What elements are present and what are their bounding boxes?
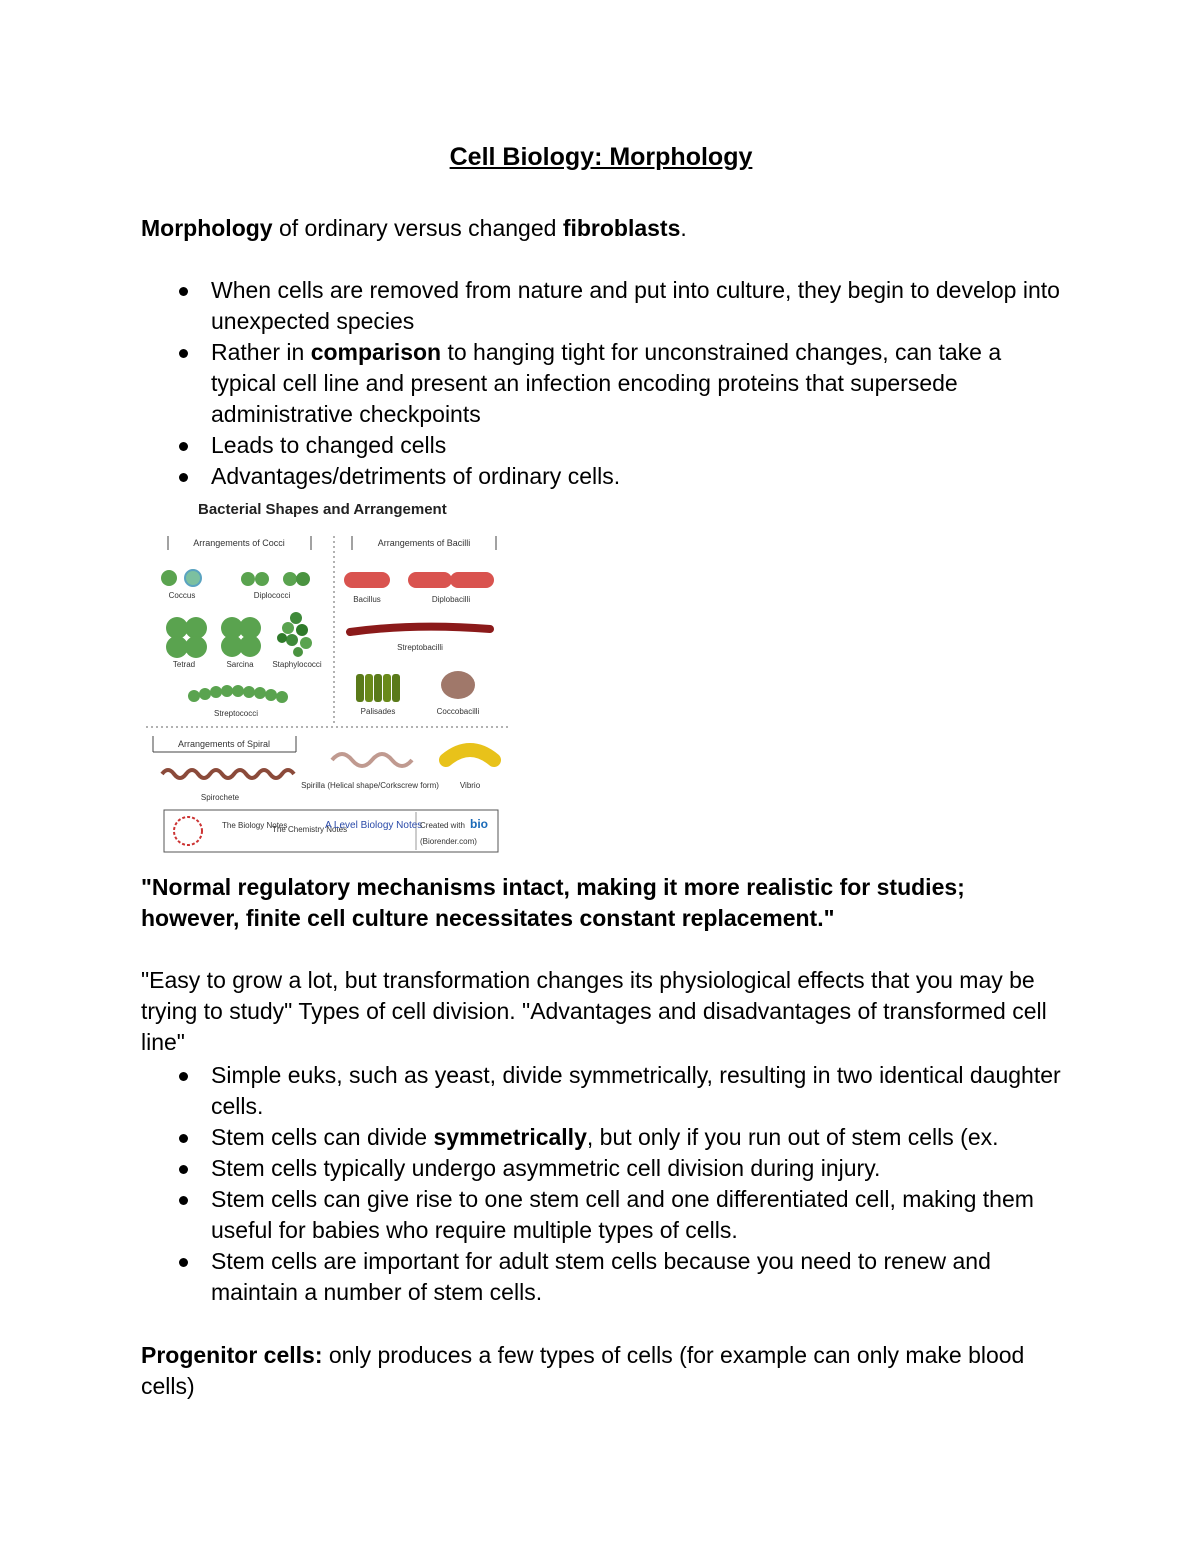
list-item: [141, 1246, 1061, 1308]
list-item: [141, 275, 1061, 337]
vibrio-label: Vibrio: [459, 781, 481, 790]
list-item-text: Simple euks, such as yeast, divide symmetrically, resulting in two identical daughter cells.: [211, 1062, 1061, 1119]
spirochete-label: Spirochete: [200, 793, 240, 802]
bullet-icon: [179, 1196, 188, 1205]
bullet-icon: [179, 1258, 188, 1267]
biorender-logo: bio: [470, 817, 488, 831]
list-item-text-post: to hanging tight for unconstrained changes, can take a typical cell line and present an infection encoding proteins that supersede administrative checkpoints: [211, 339, 1002, 427]
sarcina-label: Sarcina: [226, 660, 254, 669]
coccobacilli-shape: [441, 671, 475, 699]
figure-title: Bacterial Shapes and Arrangement: [198, 501, 447, 518]
list-item: [141, 461, 1061, 492]
spirochete-shape: [162, 770, 294, 778]
list-item: [141, 1153, 1061, 1184]
spirilla-label: Spirilla (Helical shape/Corkscrew form): [301, 781, 439, 790]
bacillus-shape: [344, 572, 390, 588]
bullet-icon: [179, 473, 188, 482]
bullet-icon: [179, 1165, 188, 1174]
tetrad-shape: [166, 617, 207, 658]
list-item: [141, 1122, 1061, 1153]
bacillus-label: Bacillus: [353, 595, 381, 604]
bullet-icon: [179, 442, 188, 451]
progenitor-bold: Progenitor cells:: [141, 1342, 323, 1368]
spiral-header-label: Arrangements of Spiral: [177, 739, 271, 749]
list-item: [141, 337, 1061, 430]
list-item-bold: comparison: [310, 339, 442, 365]
bacilli-header: [352, 536, 496, 550]
list-item: [141, 1060, 1061, 1122]
page-title: Cell Biology: Morphology: [449, 143, 753, 171]
streptococci-shape: [188, 685, 288, 703]
bullet-icon: [179, 1134, 188, 1143]
bullet-list-1: [141, 275, 1061, 492]
progenitor-paragraph: [141, 1340, 1061, 1402]
figure-footer: [164, 810, 498, 852]
tetrad-label: Tetrad: [172, 660, 196, 669]
streptobacilli-label: Streptobacilli: [397, 643, 443, 652]
list-item-text: Stem cells typically undergo asymmetric cell division during injury.: [211, 1155, 881, 1181]
logo-a-level-biology: A Level Biology Notes: [325, 820, 423, 831]
diplobacilli-label: Diplobacilli: [431, 595, 471, 604]
figure-illustration: [144, 498, 514, 858]
logo-circle-icon: [174, 817, 202, 845]
streptococci-label: Streptococci: [213, 709, 259, 718]
cocci-header-label: Arrangements of Cocci: [193, 538, 285, 548]
diplococci-label: Diplococci: [253, 591, 291, 600]
quote-bold: "Normal regulatory mechanisms intact, making it more realistic for studies; however, finite cell culture necessitates constant replacement.": [141, 874, 965, 931]
quote-paragraph: "Easy to grow a lot, but transformation changes its physiological effects that you may be trying to study" Types of cell division. "Advantages and disadvantages of transformed cell line": [141, 967, 1047, 1055]
bullet-icon: [179, 287, 188, 296]
list-item-text: Stem cells can give rise to one stem cell and one differentiated cell, making them useful for babies who require multiple types of cells.: [211, 1186, 1034, 1243]
diplobacilli-shape: [408, 572, 494, 588]
list-item-text: Leads to changed cells: [211, 432, 447, 458]
list-item-text: When cells are removed from nature and put into culture, they begin to develop into unexpected species: [211, 277, 1060, 334]
spirilla-shape: [332, 754, 412, 766]
intro-bold-fibroblasts: fibroblasts: [562, 215, 681, 241]
cocci-header: [168, 536, 311, 550]
list-item-text-pre: Rather in: [211, 339, 311, 365]
bullet-icon: [179, 349, 188, 358]
coccus-label: Coccus: [168, 591, 196, 600]
list-item-text-post: , but only if you run out of stem cells (ex.: [586, 1124, 999, 1150]
list-item-bold: symmetrically: [433, 1124, 587, 1150]
biorender-url: (Biorender.com): [420, 837, 477, 846]
bullet-list-2: [141, 1060, 1061, 1308]
logo-biology-notes: The Biology Notes: [222, 821, 288, 830]
spiral-header: [153, 736, 296, 752]
staphylococci-label: Staphylococci: [272, 660, 322, 669]
progenitor-text: only produces a few types of cells (for example can only make blood cells): [141, 1342, 1025, 1399]
intro-end-text: .: [680, 215, 687, 241]
intro-bold-morphology: Morphology: [141, 215, 273, 241]
list-item-text: Stem cells are important for adult stem cells because you need to renew and maintain a number of stem cells.: [211, 1248, 991, 1305]
intro-mid-text: of ordinary versus changed: [272, 215, 563, 241]
sarcina-shape: [221, 617, 261, 657]
coccus-shape: [161, 570, 201, 586]
palisades-label: Palisades: [360, 707, 396, 716]
bacterial-shapes-figure: [144, 498, 514, 858]
list-item-text-pre: Stem cells can divide: [211, 1124, 434, 1150]
intro-paragraph: [141, 213, 1061, 244]
logo-chemistry-notes: The Chemistry Notes: [272, 825, 348, 834]
diplococci-shape: [241, 572, 310, 586]
bacilli-header-label: Arrangements of Bacilli: [377, 538, 471, 548]
list-item-text: Advantages/detriments of ordinary cells.: [211, 463, 621, 489]
list-item: [141, 430, 1061, 461]
bullet-icon: [179, 1072, 188, 1081]
coccobacilli-label: Coccobacilli: [436, 707, 480, 716]
vibrio-shape: [446, 750, 494, 760]
created-with-label: Created with: [420, 821, 465, 830]
palisades-shape: [356, 674, 400, 702]
staphylococci-shape: [277, 612, 312, 657]
list-item: [141, 1184, 1061, 1246]
streptobacilli-shape: [350, 627, 490, 632]
